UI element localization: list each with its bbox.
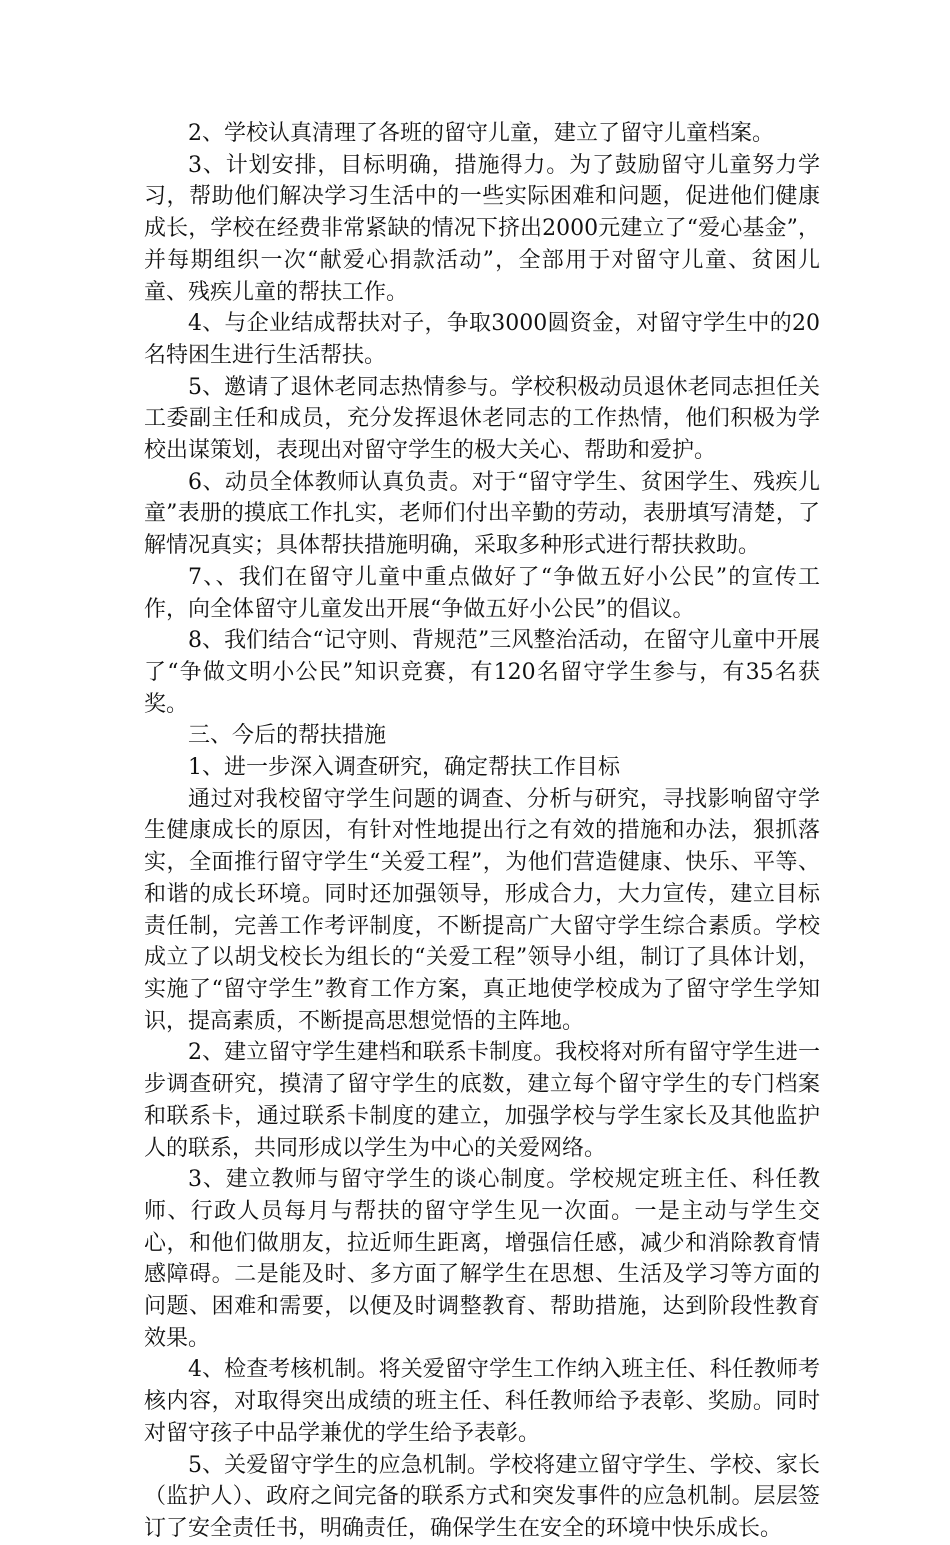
subheading-investigation: 1、进一步深入调查研究，确定帮扶工作目标 (188, 755, 620, 781)
section-heading-future-measures: 三、今后的帮扶措施 (188, 723, 387, 749)
paragraph-care-project: 通过对我校留守学生问题的调查、分析与研究，寻找影响留守学生健康成长的原因，有针对性地提出行之有效的措施和办法，狠抓落实，全面推行留守学生“关爱工程”，为他们营造健康、快乐、平等、和谐的成长环境。同时还加强领导，形成合力，大力宣传，建立目标责任制，完善工作考评制度，不断提高广大留守学生综合素质。学校成立了以胡戈校长为组长的“关爱工程”领导小组，制订了具体计划，实施了“留守学生”教育工作方案，真正地使学校成为了留守学生学知识，提高素质，不断提高思想觉悟的主阵地。 (144, 786, 820, 1034)
paragraph-contact-card-system: 2、建立留守学生建档和联系卡制度。我校将对所有留守学生进一步调查研究，摸清了留守学生的底数，建立每个留守学生的专门档案和联系卡，通过联系卡制度的建立，加强学校与学生家长及其他监护人的联系，共同形成以学生为中心的关爱网络。 (144, 1040, 820, 1161)
paragraph-item-6-teachers: 6、动员全体教师认真负责。对于“留守学生、贫困学生、残疾儿童”表册的摸底工作扎实，老师们付出辛勤的劳动，表册填写清楚，了解情况真实；具体帮扶措施明确，采取多种形式进行帮扶救助。 (144, 469, 820, 559)
paragraph-heart-to-heart-system: 3、建立教师与留守学生的谈心制度。学校规定班主任、科任教师、行政人员每月与帮扶的留守学生见一次面。一是主动与学生交心，和他们做朋友，拉近师生距离，增强信任感，减少和消除教育情感障碍。二是能及时、多方面了解学生在思想、生活及学习等方面的问题、困难和需要，以便及时调整教育、帮助措施，达到阶段性教育效果。 (144, 1167, 820, 1351)
paragraph-assessment-mechanism: 4、检查考核机制。将关爱留守学生工作纳入班主任、科任教师考核内容，对取得突出成绩的班主任、科任教师给予表彰、奖励。同时对留守孩子中品学兼优的学生给予表彰。 (144, 1357, 820, 1446)
paragraph-item-4-enterprise-pairing: 4、与企业结成帮扶对子，争取3000圆资金，对留守学生中的20名特困生进行生活帮扶。 (144, 311, 820, 368)
paragraph-item-3-love-fund: 3、计划安排，目标明确，措施得力。为了鼓励留守儿童努力学习，帮助他们解决学习生活中的一些实际困难和问题，促进他们健康成长，学校在经费非常紧缺的情况下挤出2000元建立了“爱心基金”，并每期组织一次“献爱心捐款活动”，全部用于对留守儿童、贫困儿童、残疾儿童的帮扶工作。 (144, 152, 820, 305)
paragraph-emergency-mechanism: 5、关爱留守学生的应急机制。学校将建立留守学生、学校、家长（监护人）、政府之间完备的联系方式和突发事件的应急机制。层层签订了安全责任书，明确责任，确保学生在安全的环境中快乐成长。 (144, 1452, 820, 1541)
document-page (144, 118, 820, 1545)
paragraph-item-8-knowledge-contest: 8、我们结合“记守则、背规范”三风整治活动，在留守儿童中开展了“争做文明小公民”知识竞赛，有120名留守学生参与，有35名获奖。 (144, 628, 820, 717)
paragraph-item-2-archive: 2、学校认真清理了各班的留守儿童，建立了留守儿童档案。 (188, 121, 774, 146)
paragraph-item-7-five-good-citizens: 7、、我们在留守儿童中重点做好了“争做五好小公民”的宣传工作，向全体留守儿童发出开展“争做五好小公民”的倡议。 (144, 564, 820, 622)
paragraph-item-5-retired-comrades: 5、邀请了退休老同志热情参与。学校积极动员退休老同志担任关工委副主任和成员，充分发挥退休老同志的工作热情，他们积极为学校出谋策划，表现出对留守学生的极大关心、帮助和爱护。 (144, 374, 820, 464)
